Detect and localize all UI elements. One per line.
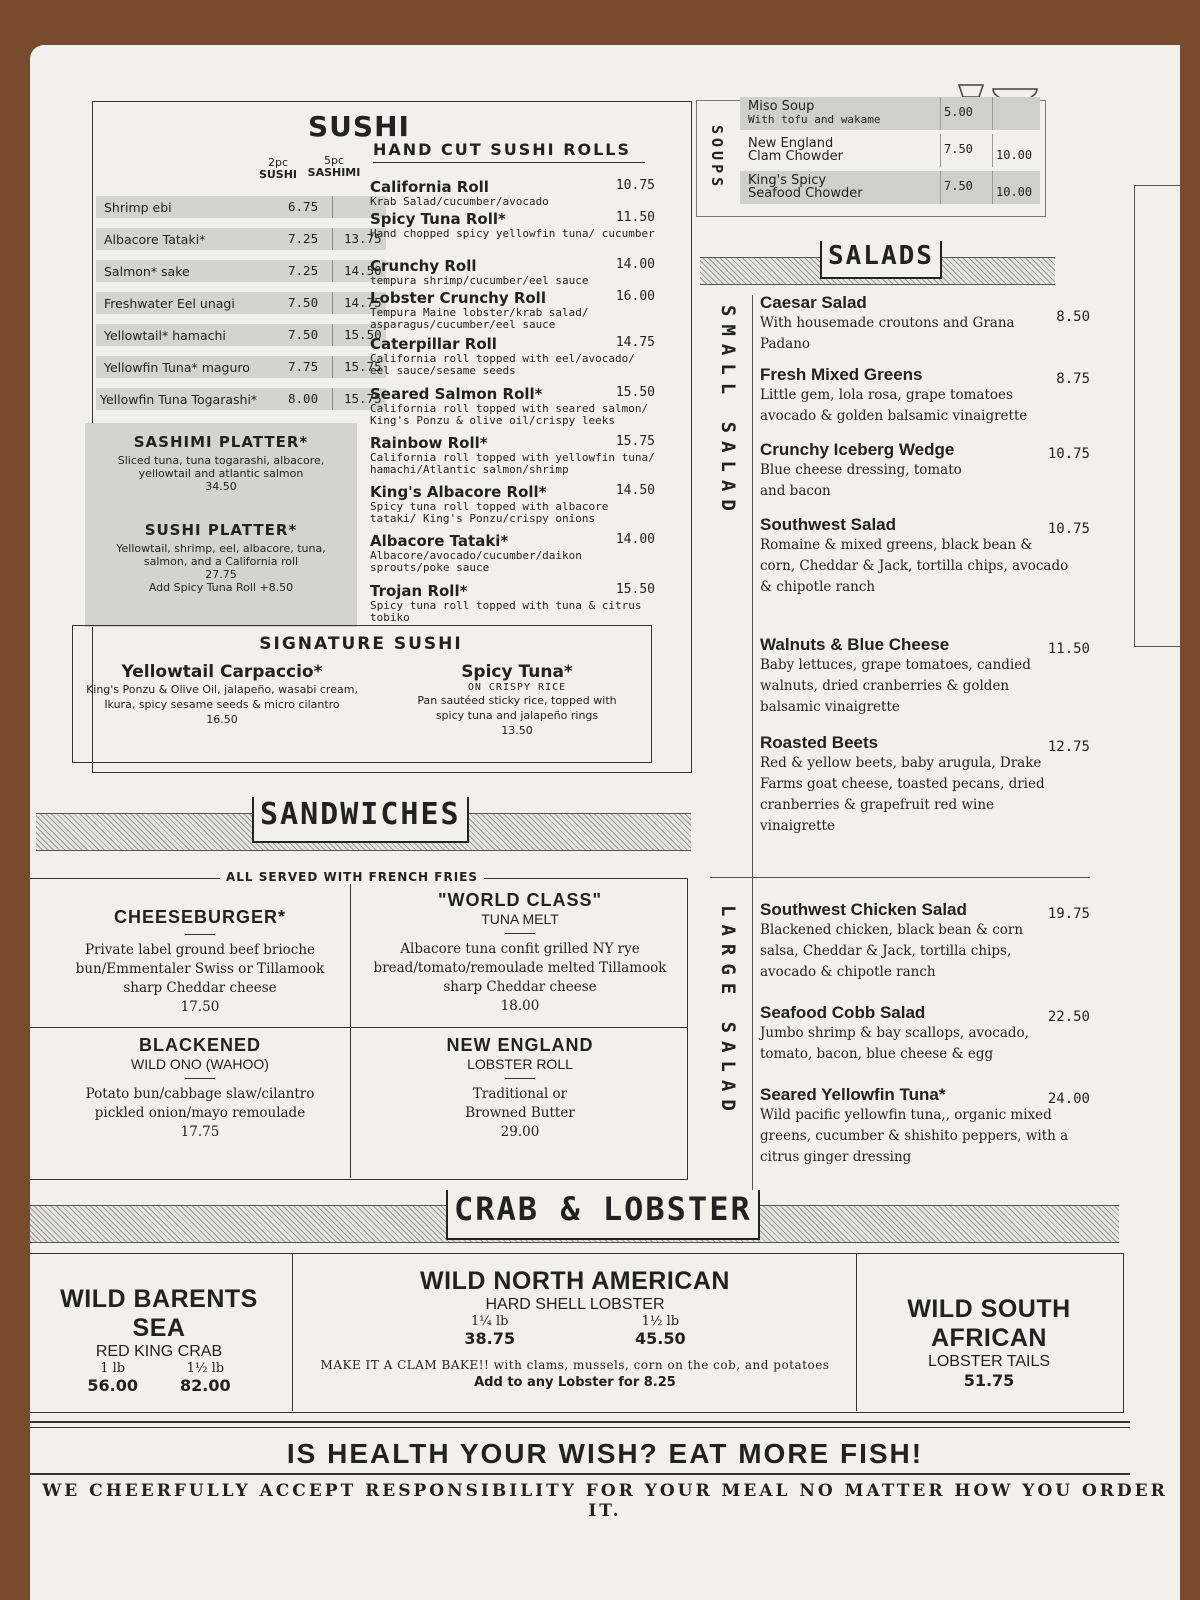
roll-name: Albacore Tataki* — [370, 532, 509, 550]
tails-sub: LOBSTER TAILS — [927, 1353, 1051, 1370]
roll-price: 14.50 — [615, 483, 655, 498]
sandwich-sub: LOBSTER ROLL — [467, 1056, 573, 1072]
sushi-platter-title: SUSHI PLATTER* — [144, 521, 298, 539]
sushi-name: Shrimp ebi — [104, 200, 172, 215]
soup-desc: With tofu and wakame — [748, 113, 881, 126]
roll-item — [370, 335, 655, 377]
sushi-name: Yellowfin Tuna Togarashi* — [100, 392, 258, 407]
salad-name: Caesar Salad — [760, 293, 867, 312]
salad-desc: Jumbo shrimp & bay scallops, avocado, tomato, bacon, blue cheese & egg — [760, 1025, 1029, 1062]
soup-cup-price: 5.00 — [944, 105, 973, 119]
sandwich-desc: Albacore tuna confit grilled NY rye bread/tomato/remoulade melted Tillamook sharp Cheddar cheese — [373, 941, 667, 995]
sandwich-desc: Traditional or Browned Butter — [465, 1086, 575, 1121]
sushi-name: Yellowfin Tuna* maguro — [104, 360, 250, 375]
health-slogan: IS HEALTH YOUR WISH? EAT MORE FISH! — [286, 1438, 924, 1469]
col-5pc: 5pc — [323, 154, 345, 167]
roll-name: Trojan Roll* — [370, 582, 468, 600]
sandwich-vline — [350, 878, 351, 1178]
roll-desc: Krab Salad/cucumber/avocado — [370, 195, 549, 208]
roll-item — [370, 582, 655, 624]
roll-desc: Spicy tuna roll topped with tuna & citrus tobiko — [370, 599, 642, 624]
sushi-price-2pc: 7.50 — [288, 327, 319, 342]
salad-desc: Little gem, lola rosa, grape tomatoes avocado & golden balsamic vinaigrette — [760, 387, 1028, 424]
soup-bowl-price: 10.00 — [996, 185, 1033, 199]
roll-price: 14.00 — [615, 257, 655, 272]
salad-item — [760, 1085, 1090, 1168]
salad-item — [760, 1003, 1090, 1065]
lobster-tails — [864, 1295, 1114, 1390]
lobster-sub: HARD SHELL LOBSTER — [485, 1296, 665, 1313]
sushi-name: Freshwater Eel unagi — [104, 296, 235, 311]
sandwich-item — [70, 907, 330, 1017]
soup-desc: Clam Chowder — [748, 149, 843, 164]
sashimi-platter-desc: Sliced tuna, tuna togarashi, albacore, yellowtail and atlantic salmon — [117, 454, 325, 480]
roll-price: 16.00 — [615, 289, 655, 304]
roll-item — [370, 434, 655, 476]
roll-desc: Spicy tuna roll topped with albacore tataki/ King's Ponzu/crispy onions — [370, 500, 609, 525]
signature-name: Spicy Tuna* — [461, 662, 573, 682]
sandwich-name: BLACKENED — [138, 1035, 261, 1055]
salad-price: 24.00 — [1047, 1091, 1090, 1107]
salad-item — [760, 900, 1090, 983]
sandwich-price: 17.50 — [180, 999, 220, 1015]
footer-rule-bottom — [30, 1473, 1130, 1475]
salad-item — [760, 515, 1090, 598]
salad-item — [760, 293, 1090, 355]
sushi-row — [96, 388, 386, 410]
signature-item — [82, 662, 362, 727]
sandwich-item — [70, 1035, 330, 1142]
sandwich-name: "WORLD CLASS" — [437, 890, 603, 910]
col-5pc-header — [306, 155, 362, 179]
sandwich-item — [360, 890, 680, 1016]
soup-cup-price: 7.50 — [944, 179, 973, 193]
roll-price: 14.75 — [615, 335, 655, 350]
lobster-weight: 1½ lb — [641, 1314, 680, 1329]
crab-vline-2 — [856, 1253, 857, 1411]
sushi-price-2pc: 7.75 — [288, 359, 319, 374]
salad-item — [760, 733, 1090, 837]
salad-name: Crunchy Iceberg Wedge — [760, 440, 955, 459]
king-crab-weight: 1½ lb — [186, 1361, 225, 1376]
salad-price: 8.50 — [1056, 309, 1090, 325]
salad-price: 11.50 — [1047, 641, 1090, 657]
sushi-price-5pc: 14.75 — [344, 295, 382, 310]
roll-name: Lobster Crunchy Roll — [370, 289, 546, 307]
large-salad-label: LARGE SALAD — [717, 905, 739, 1119]
roll-item — [370, 257, 655, 287]
crab-vline-1 — [292, 1253, 293, 1411]
lobster-price: 45.50 — [635, 1329, 686, 1348]
lobster-weight: 1¼ lb — [470, 1314, 509, 1329]
king-crab-price: 82.00 — [180, 1376, 231, 1395]
clambake-note: MAKE IT A CLAM BAKE!! with clams, mussels, corn on the cob, and potatoes — [320, 1358, 830, 1372]
roll-item — [370, 210, 655, 240]
sushi-price-2pc: 8.00 — [288, 391, 319, 406]
roll-desc: California roll topped with seared salmon/ King's Ponzu & olive oil/crispy leeks — [370, 402, 649, 427]
sushi-price-5pc: 13.75 — [344, 231, 382, 246]
salad-name: Seared Yellowfin Tuna* — [760, 1085, 946, 1104]
sushi-platter-addon: Add Spicy Tuna Roll +8.50 — [148, 581, 294, 594]
salad-size-divider — [710, 877, 1090, 878]
salad-price: 22.50 — [1047, 1009, 1090, 1025]
crab-title: CRAB & LOBSTER — [446, 1190, 760, 1240]
sushi-price-2pc: 7.25 — [288, 231, 319, 246]
signature-title: SIGNATURE SUSHI — [259, 634, 463, 654]
sushi-price-5pc: 15.75 — [344, 391, 382, 406]
roll-item — [370, 385, 655, 427]
roll-price: 15.75 — [615, 434, 655, 449]
sushi-row — [96, 196, 386, 218]
roll-price: 15.50 — [615, 582, 655, 597]
roll-desc: California roll topped with yellowfin tuna/ hamachi/Atlantic salmon/shrimp — [370, 451, 655, 476]
col-5pc-sub: SASHIMI — [307, 166, 361, 179]
roll-name: Crunchy Roll — [370, 257, 477, 275]
sandwich-desc: Private label ground beef brioche bun/Emmentaler Swiss or Tillamook sharp Cheddar cheese — [75, 942, 325, 996]
next-page-frame — [1134, 185, 1180, 647]
footer-rule-top — [30, 1421, 1130, 1423]
tails-price: 51.75 — [963, 1371, 1015, 1390]
footer-rule-mid — [30, 1427, 1130, 1428]
soup-bowl-price: 10.00 — [996, 148, 1033, 162]
salad-price: 12.75 — [1047, 739, 1090, 755]
sushi-name: Albacore Tataki* — [104, 232, 206, 247]
sashimi-platter-title: SASHIMI PLATTER* — [133, 433, 309, 451]
sushi-price-5pc: 15.50 — [344, 327, 382, 342]
salads-title: SALADS — [820, 241, 942, 279]
king-crab — [34, 1285, 284, 1395]
clambake-addon: Add to any Lobster for 8.25 — [474, 1375, 676, 1390]
sushi-price-2pc: 7.25 — [288, 263, 319, 278]
sushi-row — [96, 228, 386, 250]
sushi-price-2pc: 7.50 — [288, 295, 319, 310]
sandwich-sub: TUNA MELT — [481, 911, 559, 927]
soup-row — [740, 134, 1040, 167]
roll-price: 10.75 — [615, 178, 655, 193]
king-crab-name: WILD BARENTS SEA — [60, 1285, 258, 1342]
sushi-row — [96, 324, 386, 346]
signature-item — [402, 662, 632, 738]
roll-name: California Roll — [370, 178, 489, 196]
col-2pc: 2pc — [267, 156, 289, 169]
salad-name: Southwest Chicken Salad — [760, 900, 967, 919]
salad-name: Seafood Cobb Salad — [760, 1003, 926, 1022]
sushi-name: Yellowtail* hamachi — [104, 328, 226, 343]
rolls-title: HAND CUT SUSHI ROLLS — [373, 140, 645, 163]
sushi-row — [96, 356, 386, 378]
salad-desc: Blue cheese dressing, tomato and bacon — [760, 462, 962, 499]
signature-name: Yellowtail Carpaccio* — [121, 662, 323, 682]
roll-desc: Hand chopped spicy yellowfin tuna/ cucumber — [370, 227, 655, 240]
salad-price: 19.75 — [1047, 906, 1090, 922]
sandwich-price: 17.75 — [180, 1124, 220, 1140]
sandwich-name: NEW ENGLAND — [446, 1035, 594, 1055]
roll-desc: Tempura Maine lobster/krab salad/ asparagus/cucumber/eel sauce — [370, 306, 589, 331]
next-page-banner — [1130, 135, 1180, 171]
soup-cup-price: 7.50 — [944, 142, 973, 156]
salad-desc: With housemade croutons and Grana Padano — [760, 315, 1015, 352]
sandwich-price: 29.00 — [500, 1124, 540, 1140]
soups-title: SOUPS — [708, 124, 726, 191]
salad-desc: Wild pacific yellowfin tuna,, organic mixed greens, cucumber & shishito peppers, with a citrus ginger dressing — [760, 1107, 1069, 1165]
north-american-lobster — [300, 1267, 850, 1390]
roll-item — [370, 289, 655, 331]
sushi-row — [96, 292, 386, 314]
roll-item — [370, 483, 655, 525]
roll-price: 14.00 — [615, 532, 655, 547]
salad-item — [760, 365, 1090, 427]
small-salad-label: SMALL SALAD — [717, 305, 739, 519]
sashimi-platter-price: 34.50 — [205, 480, 237, 493]
sushi-row — [96, 260, 386, 282]
king-crab-sub: RED KING CRAB — [95, 1343, 223, 1360]
salad-name: Walnuts & Blue Cheese — [760, 635, 950, 654]
salad-desc: Romaine & mixed greens, black bean & corn, Cheddar & Jack, tortilla chips, avocado & chipotle ranch — [760, 537, 1069, 595]
signature-sub: ON CRISPY RICE — [467, 682, 567, 693]
soup-name: New England — [748, 136, 834, 151]
salad-name: Southwest Salad — [760, 515, 897, 534]
menu-sheet — [30, 45, 1180, 1600]
salad-price: 10.75 — [1047, 521, 1090, 537]
salad-desc: Baby lettuces, grape tomatoes, candied walnuts, dried cranberries & golden balsamic vinaigrette — [760, 657, 1031, 715]
roll-name: Rainbow Roll* — [370, 434, 488, 452]
salad-desc: Blackened chicken, black bean & corn salsa, Cheddar & Jack, tortilla chips, avocado & chipotle ranch — [760, 922, 1024, 980]
sandwich-name: CHEESEBURGER* — [113, 907, 287, 927]
sushi-platter — [85, 507, 357, 627]
salad-item — [760, 440, 1090, 502]
sashimi-platter — [85, 423, 357, 513]
roll-item — [370, 178, 655, 208]
soup-desc: Seafood Chowder — [748, 186, 863, 201]
roll-name: Seared Salmon Roll* — [370, 385, 543, 403]
sandwich-hline — [30, 1027, 688, 1028]
king-crab-weight: 1 lb — [100, 1361, 126, 1376]
responsibility-slogan: WE CHEERFULLY ACCEPT RESPONSIBILITY FOR YOUR MEAL NO MATTER HOW YOU ORDER IT. — [42, 1481, 1168, 1521]
roll-desc: Albacore/avocado/cucumber/daikon sprouts/poke sauce — [370, 549, 582, 574]
soup-row — [740, 97, 1040, 130]
sandwich-item — [390, 1035, 650, 1142]
soup-row — [740, 171, 1040, 204]
roll-price: 11.50 — [615, 210, 655, 225]
roll-desc: California roll topped with eel/avocado/ eel sauce/sesame seeds — [370, 352, 635, 377]
sushi-platter-desc: Yellowtail, shrimp, eel, albacore, tuna, salmon, and a California roll — [116, 542, 326, 568]
sushi-name: Salmon* sake — [104, 264, 190, 279]
salad-item — [760, 635, 1090, 718]
signature-price: 16.50 — [206, 713, 238, 726]
salad-price: 8.75 — [1056, 371, 1090, 387]
soup-name: King's Spicy — [748, 173, 827, 188]
sandwich-sub: WILD ONO (WAHOO) — [131, 1056, 269, 1072]
salad-name: Fresh Mixed Greens — [760, 365, 923, 384]
salad-name: Roasted Beets — [760, 733, 879, 752]
king-crab-price: 56.00 — [87, 1376, 138, 1395]
sandwich-desc: Potato bun/cabbage slaw/cilantro pickled onion/mayo remoulade — [85, 1086, 315, 1121]
salads-divider — [752, 295, 753, 1225]
col-2pc-sub: SUSHI — [258, 168, 298, 181]
sandwich-price: 18.00 — [500, 998, 540, 1014]
sandwiches-note: ALL SERVED WITH FRENCH FRIES — [220, 870, 484, 884]
salad-price: 10.75 — [1047, 446, 1090, 462]
roll-price: 15.50 — [615, 385, 655, 400]
lobster-price: 38.75 — [464, 1329, 515, 1348]
sandwiches-title: SANDWICHES — [252, 797, 469, 843]
roll-name: Caterpillar Roll — [370, 335, 497, 353]
tails-name: WILD SOUTH AFRICAN — [907, 1295, 1071, 1352]
roll-name: King's Albacore Roll* — [370, 483, 547, 501]
sushi-price-5pc: 15.75 — [344, 359, 382, 374]
signature-desc: King's Ponzu & Olive Oil, jalapeño, wasabi cream, Ikura, spicy sesame seeds & micro cilantro — [86, 683, 358, 711]
roll-item — [370, 532, 655, 574]
roll-name: Spicy Tuna Roll* — [370, 210, 506, 228]
signature-desc: Pan sautéed sticky rice, topped with spicy tuna and jalapeño rings — [417, 694, 617, 722]
sushi-price-5pc: 14.50 — [344, 263, 382, 278]
sushi-platter-price: 27.75 — [205, 568, 237, 581]
soup-name: Miso Soup — [748, 99, 815, 114]
lobster-name: WILD NORTH AMERICAN — [420, 1267, 730, 1295]
salad-desc: Red & yellow beets, baby arugula, Drake Farms goat cheese, toasted pecans, dried cranberries & grapefruit red wine vinaigrette — [760, 755, 1045, 834]
sushi-price-2pc: 6.75 — [288, 199, 319, 214]
signature-price: 13.50 — [501, 724, 533, 737]
col-2pc-header — [256, 157, 300, 181]
roll-desc: tempura shrimp/cucumber/eel sauce — [370, 274, 589, 287]
sushi-title: SUSHI — [302, 110, 416, 143]
